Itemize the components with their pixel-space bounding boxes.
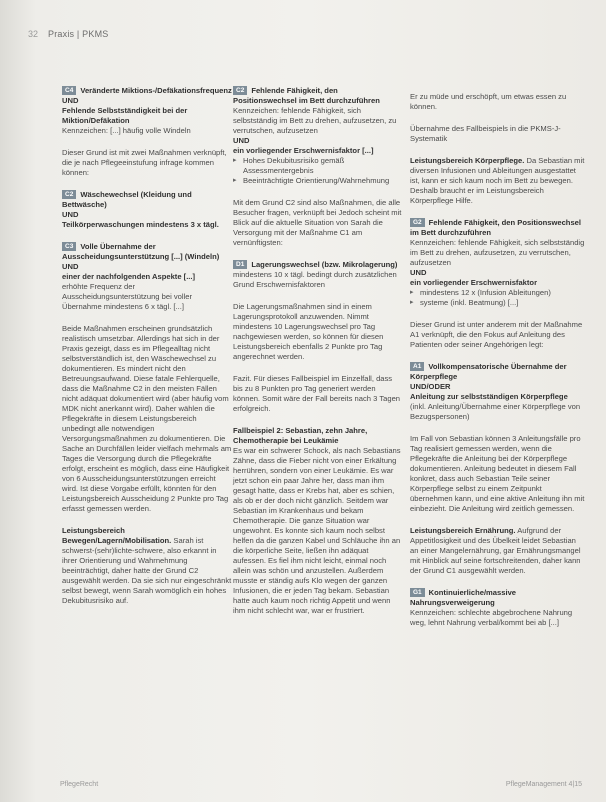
page-header [28, 26, 586, 42]
criterion-text: Kennzeichen: fehlende Fähigkeit, sich selbstständig im Bett zu drehen, aufzusetzen, zu verrutschen, aufzusetzen [410, 238, 585, 267]
criterion-code: A1 [410, 362, 424, 371]
criterion-subtitle: einer der nachfolgenden Aspekte [...] [62, 272, 196, 281]
criterion-title: Fehlende Fähigkeit, den Positionswechsel im Bett durchzuführen [410, 218, 582, 237]
column-2 [233, 86, 403, 628]
criterion-block [410, 362, 586, 422]
criterion-subtitle: Anleitung zur selbstständigen Körperpflege [410, 392, 568, 401]
criterion-code: C3 [62, 242, 76, 251]
list-item: ▸ Beeinträchtigte Orientierung/Wahrnehmung [233, 176, 403, 186]
paragraph: Er zu müde und erschöpft, um etwas essen zu können. [410, 92, 567, 111]
criterion-code: G2 [410, 218, 425, 227]
section [410, 526, 586, 576]
connector: UND [233, 136, 250, 145]
paragraph: Dieser Grund ist unter anderem mit der Maßnahme A1 verknüpft, die den Fokus auf Anleitung des Patienten oder seiner Angehörigen legt: [410, 320, 583, 349]
criterion-code: C2 [62, 190, 76, 199]
criterion-title: Vollkompensatorische Übernahme der Körperpflege [410, 362, 567, 381]
criterion-code: D1 [233, 260, 247, 269]
section [62, 526, 232, 606]
list-item: ▸ systeme (inkl. Beatmung) [...] [410, 298, 586, 308]
section-text: Da Sebastian mit diversen Infusionen und Ableitungen ausgestattet ist, kann er sich kaum noch im Bett zu bewegen. Deshalb braucht er im Leistungsbereich Körperpflege Hilfe. [410, 156, 585, 205]
section-title: Leistungsbereich Ernährung. [410, 526, 516, 535]
footer-right: PflegeManagement 4|15 [505, 781, 582, 788]
section-title: Leistungsbereich Körperpflege. [410, 156, 525, 165]
criterion-subtitle: ein vorliegender Erschwernisfaktor [...] [233, 146, 374, 155]
criterion-block [410, 218, 586, 308]
criterion-code: C4 [62, 86, 76, 95]
criterion-title: Kontinuierliche/massive Nahrungsverweigerung [410, 588, 517, 607]
case-study-text: Es war ein schwerer Schock, als nach Sebastians Zähne, dass die Fieber nicht von einer Erkältung herrühren, sondern von einer Leukämie. Es war jetzt schon ein paar Jahre her, dass man ihm gesagt hatte, dass er Krebs hat, aber es schien, als ob er der doch nicht gänzlich. Seitdem war Sebastian im Krankenhaus und bekam Chemotherapie. Die ganze Situation war ungewohnt. Es konnte sich kaum noch selbst helfen da die ganzen Kabel und Schläuche ihn an die körperliche Seite, ließen ihn adäquat aufessen. Es fiel ihm nicht leicht, einmal noch allein was schön und anzustellen. Außerdem musste er ständig aufs Klo wegen der ganzen Infusionen, die er jeden Tag bekam. Sebastian hatte auch kaum noch richtig Appetit und wenn ihm nicht schlecht war, war er frustriert. [233, 446, 401, 615]
criterion-text: Kennzeichen: [...] häufig volle Windeln [62, 126, 191, 135]
criterion-block [62, 190, 232, 230]
criterion-title: Volle Übernahme der Ausscheidungsunterstützung [...] (Windeln) [62, 242, 220, 261]
bullet-list [233, 156, 403, 186]
section-text: Aufgrund der Appetitlosigkeit und des Übelkeit leidet Sebastian an einer Mangelernährung, gar Ernährungsmangel mit Hinblick auf seine fortschreitenden, daher kann der Grund C1 ausgewählt werden. [410, 526, 581, 575]
list-item: ▸ mindestens 12 x (Infusion Ableitungen) [410, 288, 586, 298]
criterion-subtitle: Fehlende Selbstständigkeit bei der Miktion/Defäkation [62, 106, 188, 125]
section-title: Leistungsbereich Bewegen/Lagern/Mobilisation. [62, 526, 172, 545]
criterion-block [62, 242, 232, 312]
column-3 [410, 92, 586, 640]
paragraph: Übernahme des Fallbeispiels in die PKMS-J-Systematik [410, 124, 561, 143]
criterion-code: C2 [233, 86, 247, 95]
paragraph: Mit dem Grund C2 sind also Maßnahmen, die alle Besucher fragen, verknüpft bei Jedoch scheint mit Blick auf die aktuelle Situation von Sarah die Versorgung mit der Maßnahme C1 am vernünftigsten: [233, 198, 402, 247]
connector: UND [62, 96, 79, 105]
connector: UND [62, 210, 79, 219]
section [410, 156, 586, 206]
connector: UND [410, 268, 427, 277]
criterion-title: Wäschewechsel (Kleidung und Bettwäsche) [62, 190, 192, 209]
conclusion-paragraph: Fazit. Für dieses Fallbeispiel im Einzelfall, dass bis zu 8 Punkten pro Tag generiert werden können. Somit wäre der Fall bereits nach 3 Tagen erfolgreich. [233, 374, 401, 413]
running-title: Praxis | PKMS [48, 29, 109, 39]
connector: UND/ODER [410, 382, 451, 391]
list-item: ▸ Hohes Dekubitusrisiko gemäß Assessmentergebnis [233, 156, 403, 176]
criterion-title: Lagerungswechsel (bzw. Mikrolagerung) [251, 260, 398, 269]
criterion-block [233, 260, 403, 290]
criterion-text: erhöhte Frequenz der Ausscheidungsunterstützung bei voller Übernahme mindestens 6 x tägl. [...] [62, 282, 193, 311]
criterion-text: Kennzeichen: fehlende Fähigkeit, sich selbstständig im Bett zu drehen, aufzusetzen, zu verrutschen, aufzusetzen [233, 106, 397, 135]
criterion-block [233, 86, 403, 186]
criterion-code: G1 [410, 588, 425, 597]
criterion-subtitle: ein vorliegender Erschwernisfaktor [410, 278, 538, 287]
criterion-title: Veränderte Miktions-/Defäkationsfrequenz [80, 86, 232, 95]
bullet-list [410, 288, 586, 308]
connector: UND [62, 262, 79, 271]
criterion-text: (inkl. Anleitung/Übernahme einer Körperpflege von Bezugspersonen) [410, 402, 581, 421]
paragraph: Im Fall von Sebastian können 3 Anleitungsfälle pro Tag realisiert gemessen werden, wenn die Pflegekräfte die Anleitung bei der Körperpflege dokumentieren. Anleitung bedeutet in diesem Fall konkret, dass auch Sebastian Teile seiner Körperpflege selbst zu einem Zeitpunkt übernehmen kann, und eine aktive Anleitung ihn mit einbezieht. Die Anleitung wird zeitlich gemessen. [410, 434, 585, 513]
criterion-block [62, 86, 232, 136]
paragraph: Die Lagerungsmaßnahmen sind in einem Lagerungsprotokoll anzuwenden. Nimmt mindestens 10 Lagerungswechsel pro Tag nachgewiesen werden, so können für diesen Leistungsbereich ebenfalls 2 Punkte pro Tag angerechnet werden. [233, 302, 384, 361]
criterion-subtitle: Teilkörperwaschungen mindestens 3 x tägl. [62, 220, 219, 229]
criterion-text: mindestens 10 x tägl. bedingt durch zusätzlichen Grund Erschwernisfaktoren [233, 270, 397, 289]
column-1 [62, 86, 232, 618]
footer-left: PflegeRecht [60, 781, 99, 788]
criterion-title: Fehlende Fähigkeit, den Positionswechsel im Bett durchzuführen [233, 86, 380, 105]
page-number: 32 [28, 29, 39, 39]
section-text: Sarah ist schwerst-(sehr)lichte-schwere, also erkannt in ihrer Orientierung und Wahrnehmung beeinträchtigt, daher hatte der Grund C2 ausgewählt werden. Da sie sich nur eingeschränkt selbst bewegt, wenn Sarah womöglich ein hohes Dekubitusrisiko auf. [62, 536, 232, 605]
criterion-block [410, 588, 586, 628]
paragraph: Beide Maßnahmen erscheinen grundsätzlich realistisch umsetzbar. Allerdings hat sich in der Praxis gezeigt, dass es im Pflegealltag nicht selbstverständlich ist, den Wäschewechsel zu dokumentieren. Es mindert nicht den Betreuungsaufwand. Diese fatale Fehlerquelle, dass die Maßnahme C2 in den meisten Fällen nicht adäquat dokumentiert wird (aber häufig vom MDK nicht anerkannt wird). Daher wählen die Pflegekräfte in diesem Leistungsbereich unbedingt alle notwendigen Versorgungsmaßnahmen zu dokumentieren. Die Sache an Durchfällen leider vielfach mehrmals am Tages die Versorgung durch die Pflegekräfte erfolgt, erscheint es möglich, dass eine Häufigkeit von 6 Ausscheidungsunterstützungen erreicht wird. Ist diese Vorgabe erfüllt, könnten für den Leistungsbereich Ausscheidung 2 Punkte pro Tag erfasst gemessen werden. [62, 324, 232, 513]
case-study [233, 426, 403, 616]
criterion-text: Kennzeichen: schlechte abgebrochene Nahrung weg, lehnt Nahrung verbal/kommt bei ab [...] [410, 608, 573, 627]
case-study-title: Fallbeispiel 2: Sebastian, zehn Jahre, Chemotherapie bei Leukämie [233, 426, 368, 445]
paragraph: Dieser Grund ist mit zwei Maßnahmen verknüpft, die je nach Pflegeeinstufung infrage kommen können: [62, 148, 227, 177]
